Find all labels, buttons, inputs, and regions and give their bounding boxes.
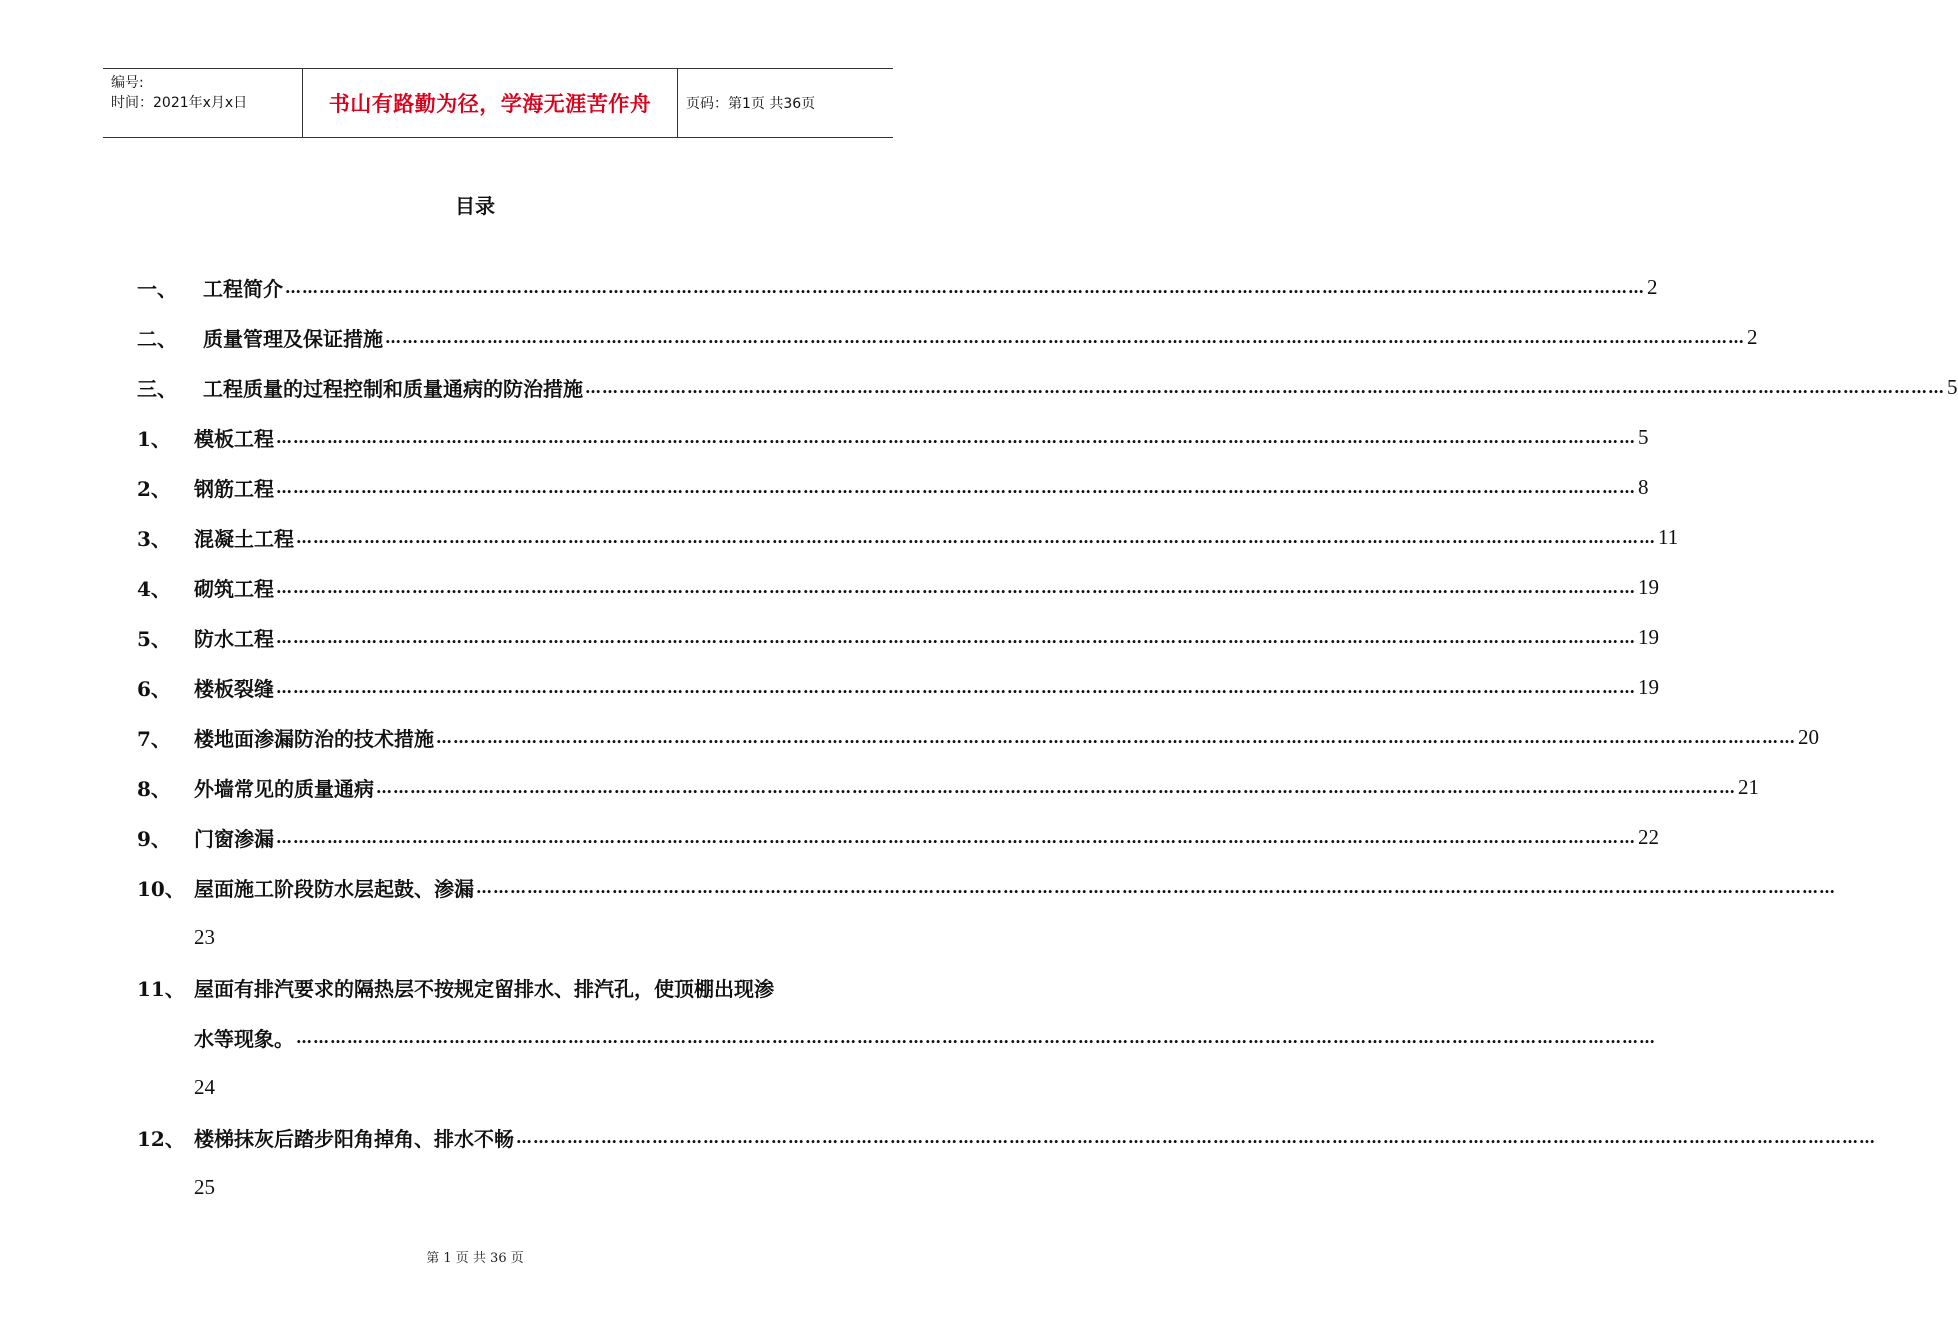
toc-entry-number: 5、 [137,626,171,651]
toc-entry-page: 2 [1647,274,1658,299]
table-of-contents [137,262,1958,1212]
toc-leader-dots: …………………………………………………………………………………………………………………………………………………………………………………………………………………… [276,677,1636,697]
toc-entry-title: 屋面有排汽要求的隔热层不按规定留排水、排汽孔，使顶棚出现渗 [194,976,774,1001]
toc-entry-title: 工程质量的过程控制和质量通病的防治措施 [203,376,583,401]
toc-leader-dots: …………………………………………………………………………………………………………………………………………………………………………………………………………………… [276,577,1636,597]
toc-entry[interactable] [137,462,1649,512]
toc-entry-title: 屋面施工阶段防水层起鼓、渗漏 [194,876,474,901]
toc-entry-number: 一、 [137,276,177,301]
toc-leader-dots: …………………………………………………………………………………………………………………………………………………………………………………………………………………… [476,877,1836,897]
toc-entry[interactable] [137,862,1836,912]
date-label: 时间：2021年x月x日 [111,95,248,111]
toc-entry-number: 三、 [137,376,177,401]
toc-entry-title: 防水工程 [194,626,274,651]
toc-entry[interactable] [137,1112,1876,1162]
toc-entry-number: 6、 [137,676,171,701]
toc-leader-dots: …………………………………………………………………………………………………………………………………………………………………………………………………………………… [376,777,1736,797]
toc-entry-title: 钢筋工程 [194,476,274,501]
toc-entry-title: 模板工程 [194,426,274,451]
toc-entry-title: 楼板裂缝 [194,676,274,701]
serial-label: 编号: [111,75,144,91]
toc-entry[interactable] [137,262,1658,312]
header-motto: 书山有路勤为径，学海无涯苦作舟 [303,69,678,137]
toc-entry-number: 1、 [137,426,171,451]
toc-entry[interactable] [137,512,1679,562]
toc-entry[interactable] [137,412,1649,462]
page-title: 目录 [455,194,495,218]
toc-entry-page: 8 [1638,474,1649,499]
toc-leader-dots: …………………………………………………………………………………………………………………………………………………………………………………………………………………… [276,477,1636,497]
toc-entry-page: 2 [1747,324,1758,349]
toc-entry[interactable] [137,712,1819,762]
toc-entry-page: 19 [1638,674,1659,699]
toc-entry-page: 19 [1638,624,1659,649]
toc-leader-dots: …………………………………………………………………………………………………………………………………………………………………………………………………………………… [276,827,1636,847]
toc-entry-title: 混凝土工程 [194,526,294,551]
header-meta [103,69,303,137]
toc-entry-number: 二、 [137,326,177,351]
toc-leader-dots: …………………………………………………………………………………………………………………………………………………………………………………………………………………… [296,527,1656,547]
toc-entry-page: 21 [1738,774,1759,799]
toc-entry-page: 24 [194,1074,215,1099]
toc-entry-page: 11 [1658,524,1679,549]
toc-leader-dots: …………………………………………………………………………………………………………………………………………………………………………………………………………………… [385,327,1745,347]
toc-entry[interactable] [137,962,862,1012]
page-footer: 第 1 页 共 36 页 [426,1251,524,1266]
toc-entry-page: 20 [1798,724,1819,749]
toc-entry-page: 19 [1638,574,1659,599]
toc-entry-title: 砌筑工程 [194,576,274,601]
toc-entry[interactable] [137,662,1659,712]
toc-entry-page: 5 [1947,374,1958,399]
toc-entry-title: 楼地面渗漏防治的技术措施 [194,726,434,751]
toc-entry-number: 3、 [137,526,171,551]
toc-entry-page: 23 [194,924,215,949]
toc-entry-number: 9、 [137,826,171,851]
toc-entry[interactable] [137,612,1659,662]
toc-entry-page: 25 [194,1174,215,1199]
page-header [103,68,893,138]
header-page-info: 页码：第1页 共36页 [686,96,816,112]
toc-leader-dots: …………………………………………………………………………………………………………………………………………………………………………………………………………………… [516,1127,1876,1147]
toc-entry-number: 2、 [137,476,171,501]
toc-entry-title: 外墙常见的质量通病 [194,776,374,801]
toc-entry-number: 8、 [137,776,171,801]
toc-leader-dots: …………………………………………………………………………………………………………………………………………………………………………………………………………………… [585,377,1945,397]
toc-entry-page: 5 [1638,424,1649,449]
toc-entry-title: 工程简介 [203,276,283,301]
toc-entry-page: 22 [1638,824,1659,849]
toc-entry-number: 12、 [137,1126,185,1151]
toc-leader-dots: …………………………………………………………………………………………………………………………………………………………………………………………………………………… [276,427,1636,447]
toc-entry-title-cont: 水等现象。 [194,1026,294,1051]
toc-entry[interactable] [137,362,1958,412]
toc-leader-dots: …………………………………………………………………………………………………………………………………………………………………………………………………………………… [436,727,1796,747]
toc-entry-title: 质量管理及保证措施 [203,326,383,351]
toc-entry-title: 楼梯抹灰后踏步阳角掉角、排水不畅 [194,1126,514,1151]
toc-entry[interactable] [137,562,1659,612]
toc-leader-dots: …………………………………………………………………………………………………………………………………………………………………………………………………………………… [276,627,1636,647]
toc-entry[interactable] [137,312,1758,362]
toc-leader-dots: …………………………………………………………………………………………………………………………………………………………………………………………………………………… [296,1027,1656,1047]
toc-entry[interactable] [137,812,1659,862]
toc-entry-title: 门窗渗漏 [194,826,274,851]
toc-entry[interactable] [137,762,1759,812]
toc-entry-number: 4、 [137,576,171,601]
toc-leader-dots: …………………………………………………………………………………………………………………………………………………………………………………………………………………… [285,277,1645,297]
toc-entry-number: 10、 [137,876,185,901]
toc-entry-continuation [137,1012,1656,1062]
toc-entry-number: 11、 [137,976,185,1001]
toc-entry-number: 7、 [137,726,171,751]
